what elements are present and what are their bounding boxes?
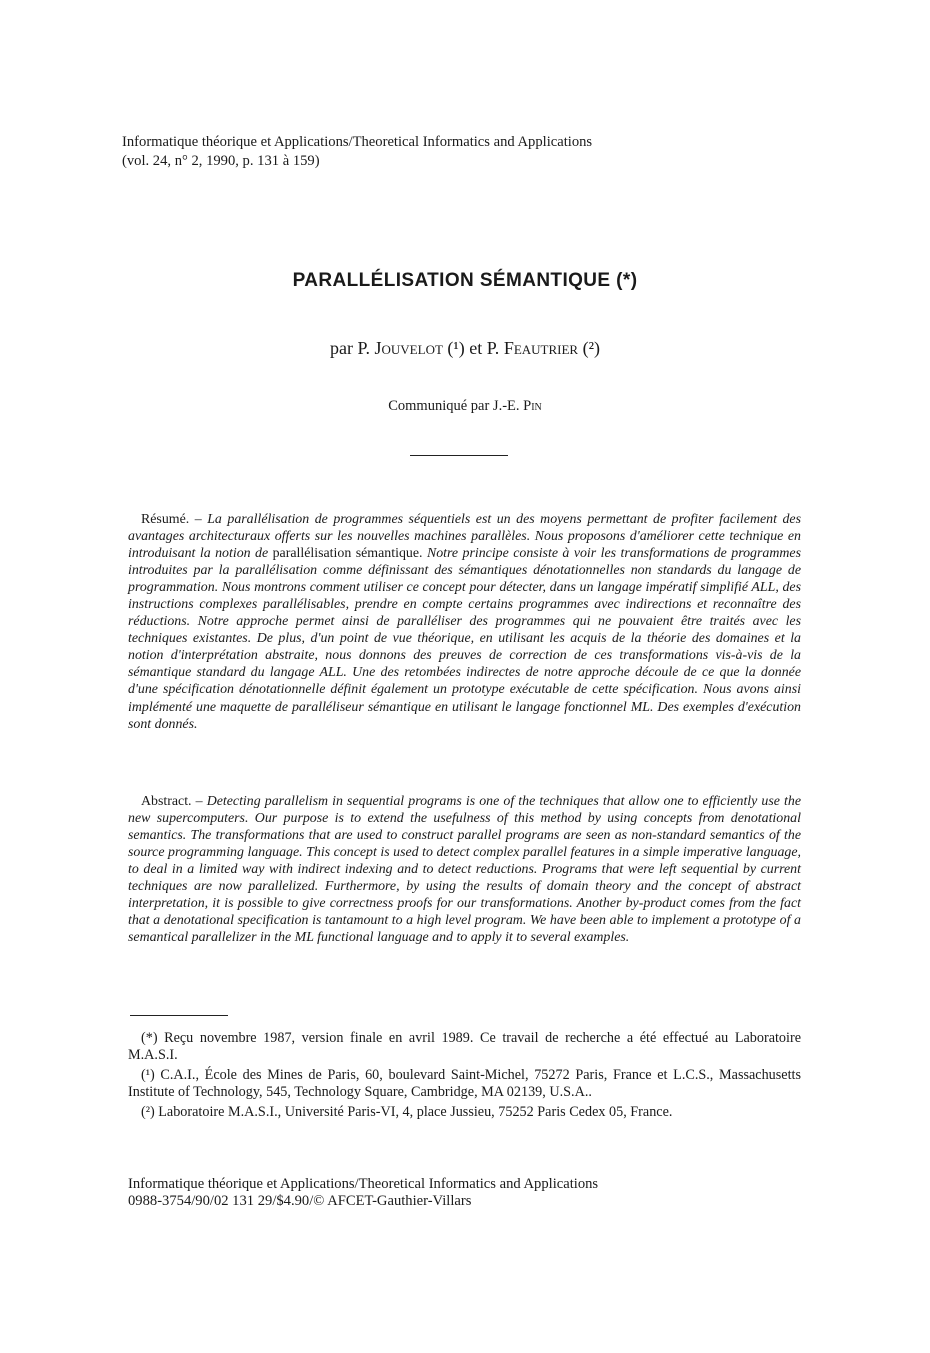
volume-info: (vol. 24, n° 2, 1990, p. 131 à 159) xyxy=(122,153,320,169)
abstract-paragraph xyxy=(128,793,801,946)
abstract-text: Detecting parallelism in sequential programs is one of the techniques that allow one to efficiently use the new supercomputers. Our purpose is to extend the usefulness of this method by using concepts from denotational semantics. The transformations that are used to construct parallel programs are seen as non-standard semantics of the source programming language. This concept is used to detect complex parallel features in a simple imperative language, to deal in a limited way with indirect indexing and to detect reductions. Programs that were left sequential by current techniques are now parallelized. Furthermore, by using the results of domain theory and the concept of abstract interpretation, it is possible to give correctness proofs for our transformations. Another by-product comes from the fact that a denotational specification is tantamount to a high level program. We have been able to implement a prototype of a semantical parallelizer in the ML functional language and to apply it to several examples. xyxy=(128,794,802,946)
imprint-issn: 0988-3754/90/02 131 29/$4.90/© AFCET-Gauthier-Villars xyxy=(128,1193,472,1209)
abstract-label: Abstract. – xyxy=(141,794,203,809)
author-jouvelot: Jouvelot xyxy=(374,338,443,358)
resume-text-part1: La parallélisation de programmes séquentiels est un des moyens permettant de profiter facilement des avantages architecturaux offerts sur les nouvelles machines parallèles. Nous proposons d'améliorer cette technique en introduisant la notion de xyxy=(128,512,801,562)
journal-name: Informatique théorique et Applications/Theoretical Informatics and Applications xyxy=(122,134,593,150)
communicated-by xyxy=(0,398,930,415)
resume-label: Résumé. – xyxy=(141,512,202,527)
footnote-star: (*) Reçu novembre 1987, version finale en avril 1989. Ce travail de recherche a été effectué au Laboratoire M.A.S.I. xyxy=(128,1030,801,1063)
footnote-divider xyxy=(130,1015,228,1016)
resume-text-part2: Notre principe consiste à voir les transformations de programmes introduites par la parallélisation comme définissant des sémantiques dénotationnelles non standards du langage de programmation. Nous montrons comment utiliser ce concept pour détecter, dans un langage impératif simplifié ALL, des instructions complexes parallélisables, prendre en compte certains programmes avec indirections et reconnaître des réductions. Notre approche permet ainsi de paralléliser des programmes qui ne pouvaient être traités avec les techniques existantes. De plus, d'un point de vue théorique, en utilisant les acquis de la théorie des domaines et la notion d'interprétation abstraite, nous donnons des preuves de correction de ces transformations vis-à-vis de la sémantique standard du langage ALL. Une des retombées indirectes de notre approche découle de ce que la donnée d'une spécification dénotationnelle définit également un prototype exécutable de cette spécification. Nous avons ainsi implémenté une maquette de paralléliseur sémantique en utilisant le langage fonctionnel ML. Des exemples d'exécution sont donnés. xyxy=(128,546,801,732)
communicated-label: Communiqué par J.-E. xyxy=(388,398,520,414)
footnote-ref-2: (²) xyxy=(582,338,600,358)
footnote-2: (²) Laboratoire M.A.S.I., Université Paris-VI, 4, place Jussieu, 75252 Paris Cedex 05, France. xyxy=(141,1104,673,1120)
footnote-1: (¹) C.A.I., École des Mines de Paris, 60, boulevard Saint-Michel, 75272 Paris, France et L.C.S., Massachusetts Institute of Technology, 545, Technology Square, Cambridge, MA 02139, U.S.A.. xyxy=(128,1067,801,1100)
title-divider xyxy=(410,455,508,456)
communicator-name: Pin xyxy=(523,398,542,414)
footnotes xyxy=(128,1030,801,1124)
author-line xyxy=(0,338,930,359)
journal-header xyxy=(122,133,822,171)
paper-title: PARALLÉLISATION SÉMANTIQUE (*) xyxy=(292,270,638,291)
resume-paragraph xyxy=(128,511,801,733)
author-feautrier: Feautrier xyxy=(503,338,579,358)
footnote-ref-1: (¹) xyxy=(447,338,465,358)
resume-term: parallélisation sémantique. xyxy=(272,546,423,562)
imprint-journal: Informatique théorique et Applications/Theoretical Informatics and Applications xyxy=(128,1176,599,1192)
et-label: et P. xyxy=(469,338,500,358)
imprint xyxy=(128,1176,828,1210)
par-label: par P. xyxy=(330,338,371,358)
